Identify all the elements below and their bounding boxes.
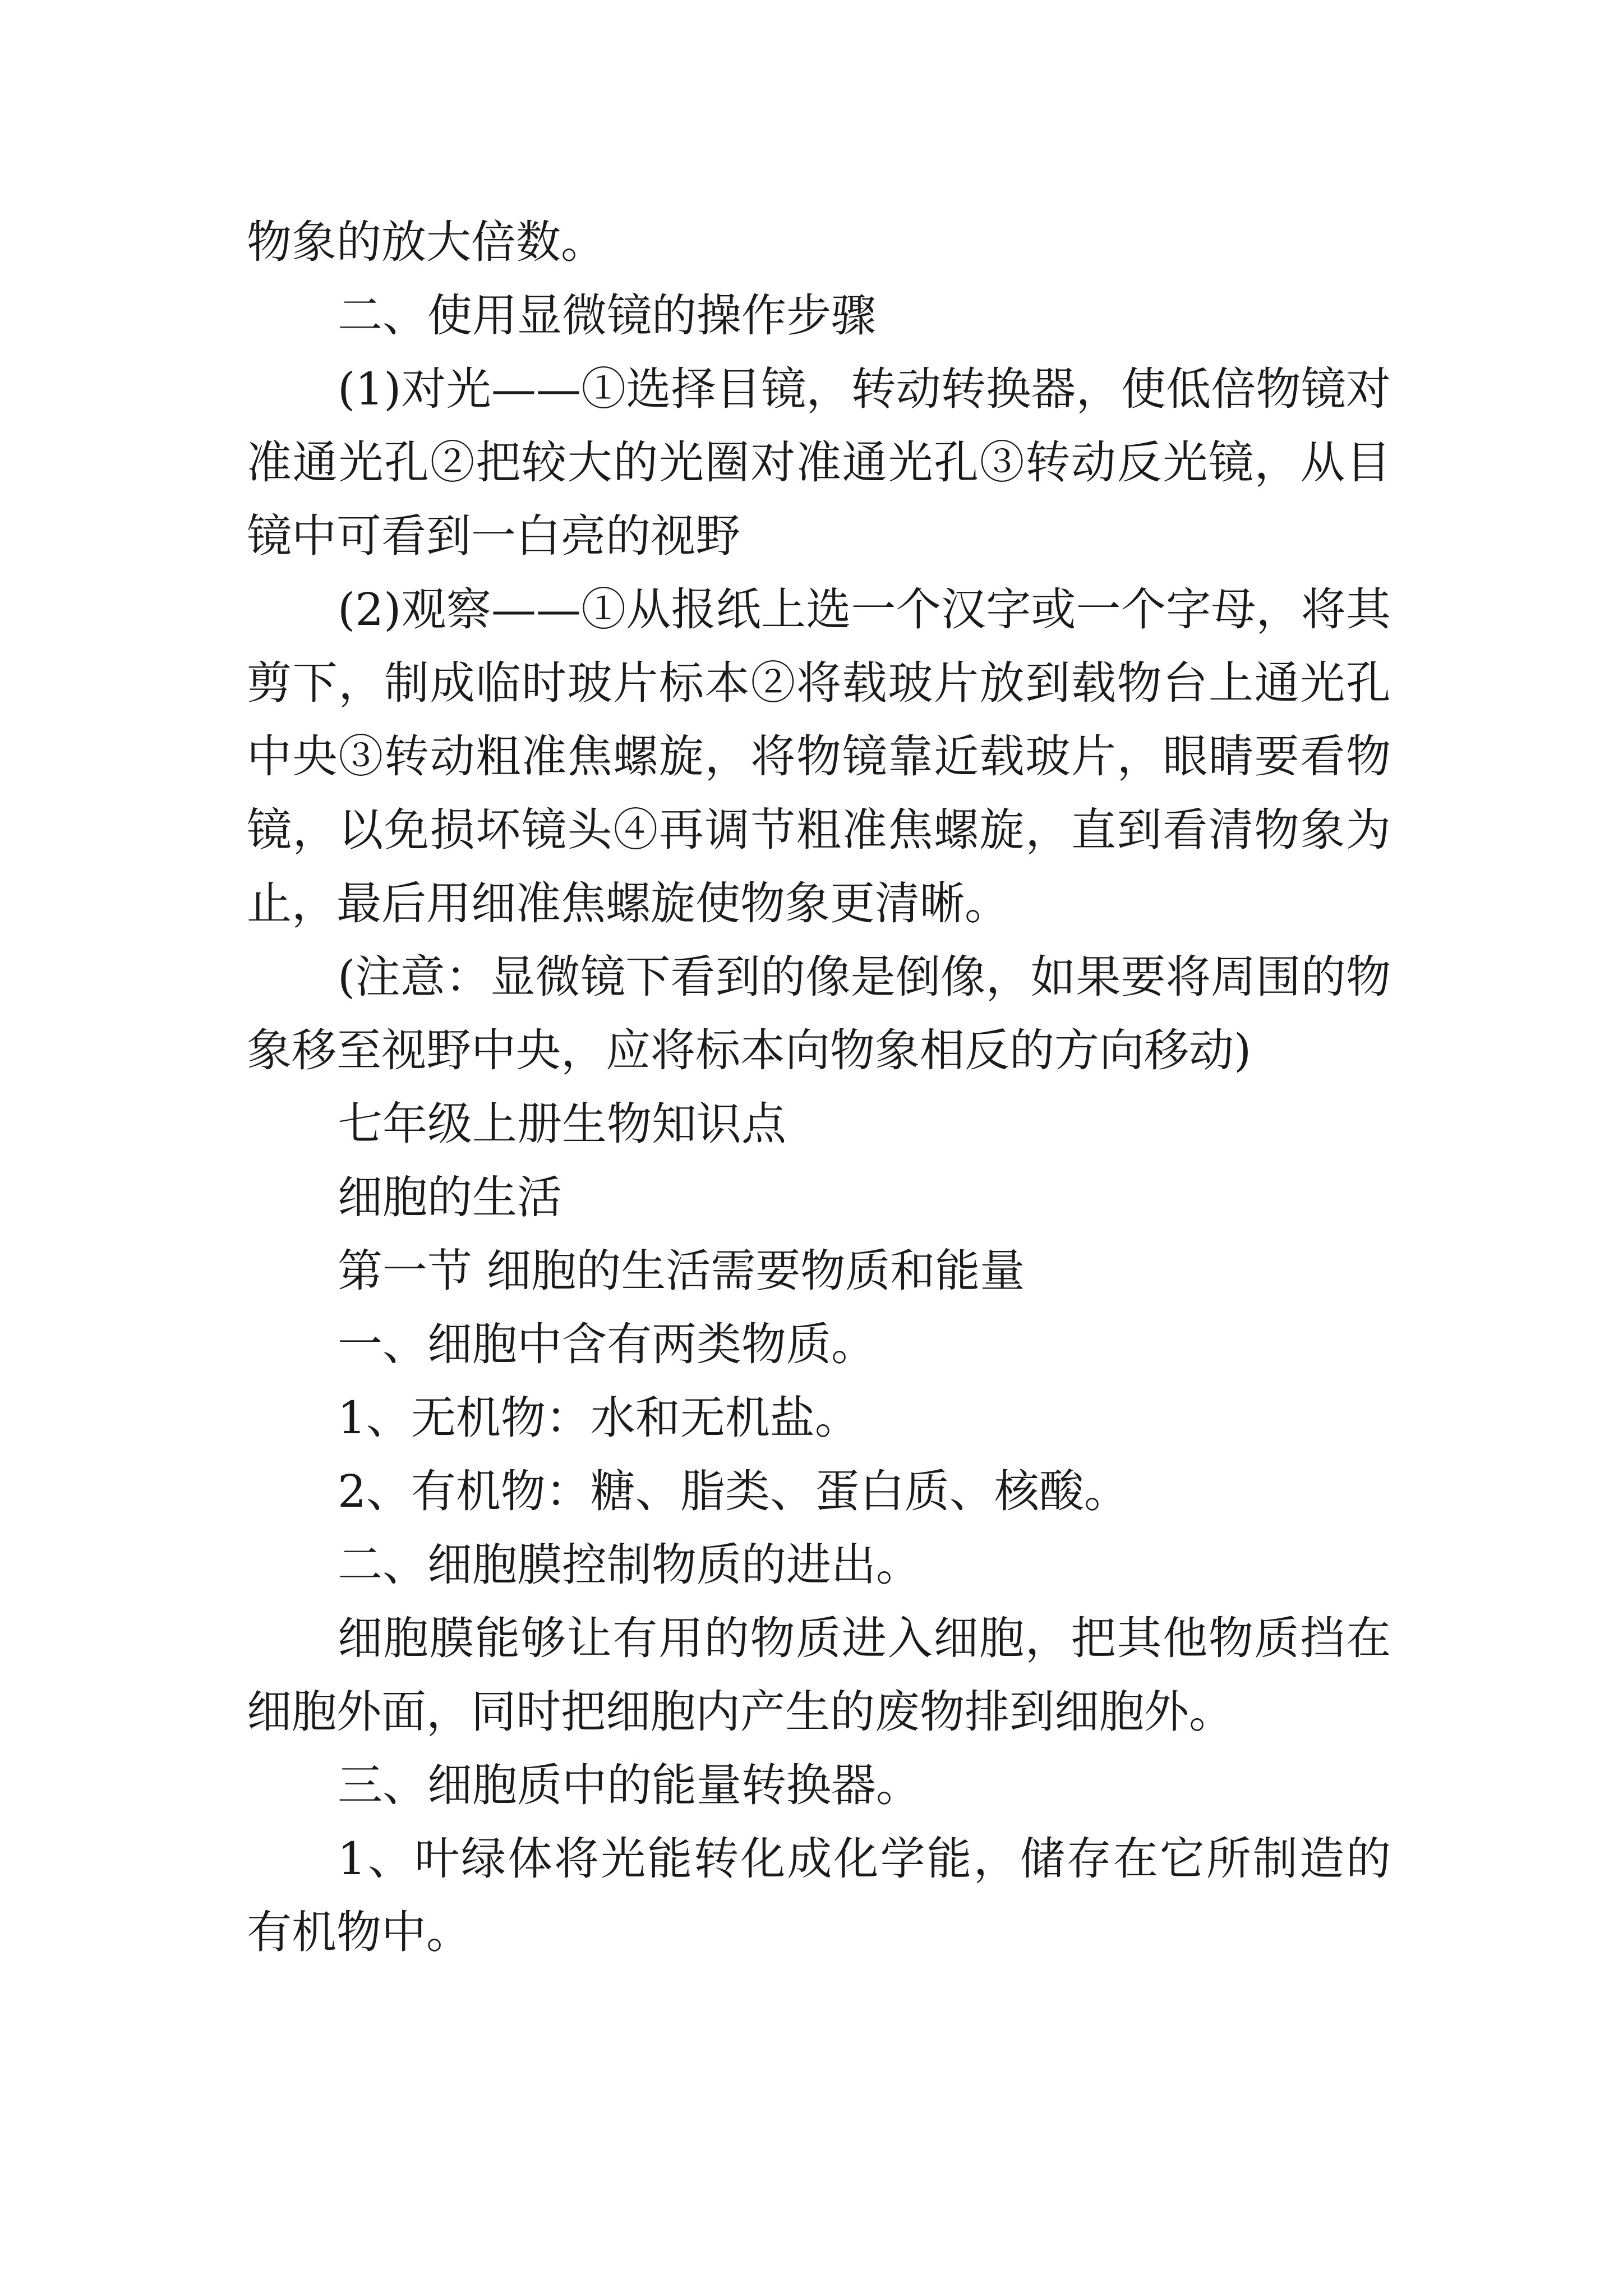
heading-energy-converters: 三、细胞质中的能量转换器。 — [338, 1759, 921, 1811]
list-item-organic: 2、有机物：糖、脂类、蛋白质、核酸。 — [338, 1465, 1129, 1517]
heading-cell-life: 细胞的生活 — [338, 1171, 562, 1223]
paragraph-observation: (2)观察——①从报纸上选一个汉字或一个字母，将其剪下，制成临时玻片标本②将载玻片放到载物台上通光孔中央③转动粗准焦螺旋，将物镜靠近载玻片，眼睛要看物镜，以免损坏镜头④再调节粗准焦螺旋，直到看清物象为止，最后用细准焦螺旋使物象更清晰。 — [247, 583, 1391, 930]
heading-two-substances: 一、细胞中含有两类物质。 — [338, 1318, 876, 1370]
paragraph-note: (注意：显微镜下看到的像是倒像，如果要将周围的物象移至视野中央，应将标本向物象相反的方向移动) — [247, 951, 1391, 1076]
paragraph-chloroplast: 1、叶绿体将光能转化成化学能，储存在它所制造的有机物中。 — [247, 1833, 1391, 1958]
paragraph-continuation: 物象的放大倍数。 — [247, 216, 606, 268]
list-item-inorganic: 1、无机物：水和无机盐。 — [338, 1392, 860, 1444]
heading-section-one: 第一节 细胞的生活需要物质和能量 — [338, 1245, 1025, 1297]
paragraph-light-adjustment: (1)对光——①选择目镜，转动转换器，使低倍物镜对准通光孔②把较大的光圈对准通光孔③转动反光镜，从目镜中可看到一白亮的视野 — [247, 363, 1391, 562]
document-body — [247, 205, 1391, 1969]
heading-grade-seven-biology: 七年级上册生物知识点 — [338, 1098, 786, 1150]
section-heading-microscope-steps: 二、使用显微镜的操作步骤 — [338, 289, 876, 342]
heading-cell-membrane: 二、细胞膜控制物质的进出。 — [338, 1539, 921, 1591]
paragraph-cell-membrane: 细胞膜能够让有用的物质进入细胞，把其他物质挡在细胞外面，同时把细胞内产生的废物排到细胞外。 — [247, 1612, 1391, 1738]
